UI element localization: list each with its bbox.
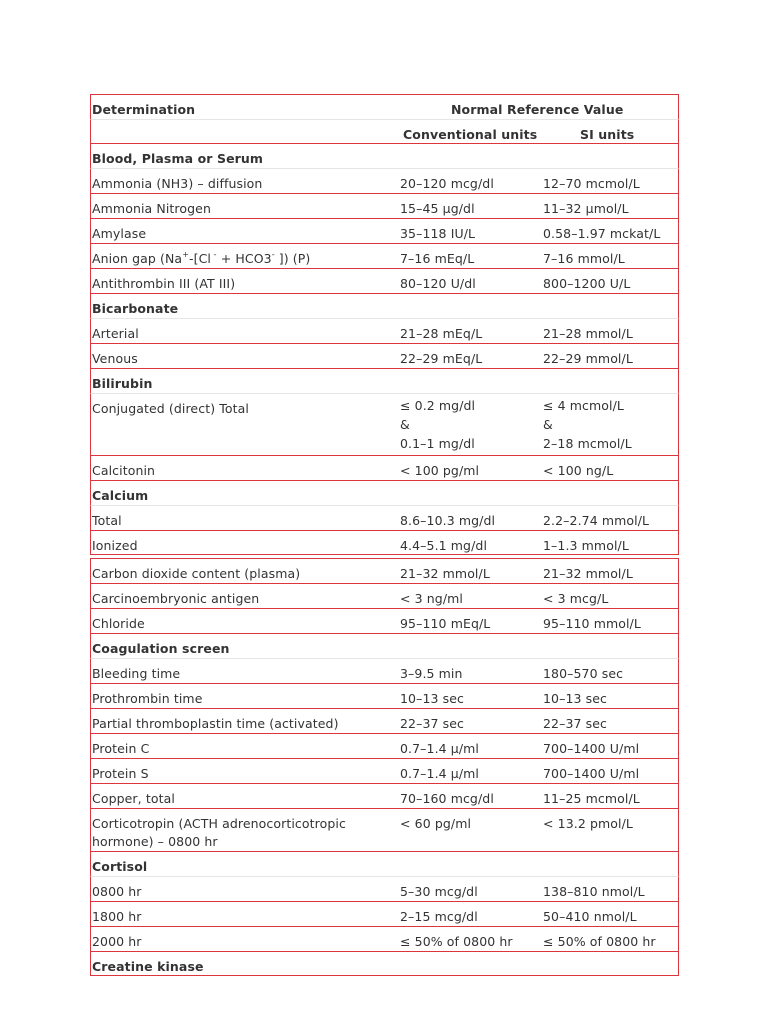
test-name: Amylase xyxy=(92,226,147,241)
section-row-cortisol xyxy=(90,851,679,876)
section-title: Creatine kinase xyxy=(92,959,204,974)
si-value: < 13.2 pmol/L xyxy=(543,816,633,831)
normal-reference-value-header: Normal Reference Value xyxy=(451,102,624,117)
section-row-calcium xyxy=(90,480,679,505)
conventional-value: 35–118 IU/L xyxy=(400,226,476,241)
conventional-value: ≤ 0.2 mg/dl xyxy=(400,398,476,413)
conventional-value: 4.4–5.1 mg/dl xyxy=(400,538,488,553)
si-value: < 3 mcg/L xyxy=(543,591,609,606)
test-name: Arterial xyxy=(92,326,139,341)
conventional-value-ampersand: & xyxy=(400,417,410,432)
table-row xyxy=(90,708,679,733)
test-name-continued: hormone) – 0800 hr xyxy=(92,834,218,849)
conventional-value: 8.6–10.3 mg/dl xyxy=(400,513,496,528)
section-title: Blood, Plasma or Serum xyxy=(92,151,264,166)
section-row-creatine-kinase xyxy=(90,951,679,976)
si-value: ≤ 4 mcmol/L xyxy=(543,398,624,413)
test-name: 1800 hr xyxy=(92,909,142,924)
section-title: Bilirubin xyxy=(92,376,153,391)
si-value: < 100 ng/L xyxy=(543,463,614,478)
table-row xyxy=(90,243,679,268)
table-row xyxy=(90,318,679,343)
table-row xyxy=(90,268,679,293)
table-row xyxy=(90,808,679,851)
si-value: 2–18 mcmol/L xyxy=(543,436,632,451)
si-value: 10–13 sec xyxy=(543,691,608,706)
table-row xyxy=(90,783,679,808)
table-row xyxy=(90,926,679,951)
conventional-value: 21–32 mmol/L xyxy=(400,566,490,581)
conventional-value: 3–9.5 min xyxy=(400,666,463,681)
si-value: 2.2–2.74 mmol/L xyxy=(543,513,650,528)
si-value: 180–570 sec xyxy=(543,666,624,681)
section-row-bilirubin xyxy=(90,368,679,393)
table-row xyxy=(90,658,679,683)
conventional-value: < 100 pg/ml xyxy=(400,463,480,478)
conventional-value: 0.7–1.4 µ/ml xyxy=(400,741,479,756)
table-row xyxy=(90,901,679,926)
conventional-value: < 60 pg/ml xyxy=(400,816,472,831)
conventional-value: 0.1–1 mg/dl xyxy=(400,436,475,451)
si-value: 22–37 sec xyxy=(543,716,608,731)
test-name: 2000 hr xyxy=(92,934,142,949)
determination-header: Determination xyxy=(92,102,196,117)
reference-values-table xyxy=(90,94,679,976)
conventional-value: 0.7–1.4 µ/ml xyxy=(400,766,479,781)
si-value: 700–1400 U/ml xyxy=(543,766,640,781)
table-row xyxy=(90,193,679,218)
test-name: Conjugated (direct) Total xyxy=(92,401,249,416)
test-name: Carcinoembryonic antigen xyxy=(92,591,260,606)
test-name-anion-gap: Anion gap (Na+-[Cl - + HCO3- ]) (P) xyxy=(92,250,311,266)
test-name: 0800 hr xyxy=(92,884,142,899)
conventional-value: < 3 ng/ml xyxy=(400,591,463,606)
conventional-value: 7–16 mEq/L xyxy=(400,251,475,266)
si-units-header: SI units xyxy=(580,127,635,142)
table-row xyxy=(90,393,679,455)
table-row xyxy=(90,558,679,583)
section-row-bicarbonate xyxy=(90,293,679,318)
units-header-row xyxy=(90,119,679,143)
section-row-coagulation xyxy=(90,633,679,658)
si-value: 21–28 mmol/L xyxy=(543,326,633,341)
conventional-value: ≤ 50% of 0800 hr xyxy=(400,934,513,949)
conventional-value: 22–29 mEq/L xyxy=(400,351,483,366)
table-row xyxy=(90,758,679,783)
si-value: 138–810 nmol/L xyxy=(543,884,645,899)
section-title: Cortisol xyxy=(92,859,148,874)
table-row xyxy=(90,218,679,243)
conventional-value: 2–15 mcg/dl xyxy=(400,909,478,924)
test-name: Protein C xyxy=(92,741,150,756)
test-name: Total xyxy=(92,513,122,528)
conventional-value: 80–120 U/dl xyxy=(400,276,476,291)
si-value: 11–32 µmol/L xyxy=(543,201,629,216)
section-title: Bicarbonate xyxy=(92,301,179,316)
test-name: Bleeding time xyxy=(92,666,181,681)
test-name: Protein S xyxy=(92,766,149,781)
table-row xyxy=(90,733,679,758)
conventional-value: 15–45 µg/dl xyxy=(400,201,475,216)
table-row xyxy=(90,343,679,368)
test-name: Antithrombin III (AT III) xyxy=(92,276,236,291)
test-name: Chloride xyxy=(92,616,145,631)
table-row xyxy=(90,505,679,530)
table-header-row xyxy=(90,94,679,119)
conventional-value: 70–160 mcg/dl xyxy=(400,791,494,806)
si-value: 21–32 mmol/L xyxy=(543,566,633,581)
test-name: Venous xyxy=(92,351,138,366)
si-value: 11–25 mcmol/L xyxy=(543,791,640,806)
test-name: Calcitonin xyxy=(92,463,156,478)
si-value: 800–1200 U/L xyxy=(543,276,631,291)
section-title: Calcium xyxy=(92,488,149,503)
table-row xyxy=(90,583,679,608)
table-row xyxy=(90,530,679,555)
conventional-value: 10–13 sec xyxy=(400,691,465,706)
si-value: 0.58–1.97 mckat/L xyxy=(543,226,661,241)
test-name: Ammonia Nitrogen xyxy=(92,201,211,216)
si-value: 7–16 mmol/L xyxy=(543,251,625,266)
table-row xyxy=(90,455,679,480)
conventional-value: 21–28 mEq/L xyxy=(400,326,483,341)
si-value: 22–29 mmol/L xyxy=(543,351,633,366)
si-value-ampersand: & xyxy=(543,417,553,432)
test-name: Ionized xyxy=(92,538,138,553)
table-row xyxy=(90,876,679,901)
conventional-value: 20–120 mcg/dl xyxy=(400,176,494,191)
si-value: 12–70 mcmol/L xyxy=(543,176,640,191)
test-name: Prothrombin time xyxy=(92,691,203,706)
table-row xyxy=(90,683,679,708)
si-value: 50–410 nmol/L xyxy=(543,909,637,924)
conventional-value: 5–30 mcg/dl xyxy=(400,884,478,899)
conventional-value: 22–37 sec xyxy=(400,716,465,731)
conventional-units-header: Conventional units xyxy=(403,127,538,142)
table-row xyxy=(90,608,679,633)
test-name: Copper, total xyxy=(92,791,175,806)
si-value: 95–110 mmol/L xyxy=(543,616,641,631)
si-value: 700–1400 U/ml xyxy=(543,741,640,756)
section-title: Coagulation screen xyxy=(92,641,230,656)
test-name: Partial thromboplastin time (activated) xyxy=(92,716,339,731)
si-value: 1–1.3 mmol/L xyxy=(543,538,629,553)
conventional-value: 95–110 mEq/L xyxy=(400,616,491,631)
table-row xyxy=(90,168,679,193)
test-name: Ammonia (NH3) – diffusion xyxy=(92,176,263,191)
test-name: Carbon dioxide content (plasma) xyxy=(92,566,301,581)
test-name: Corticotropin (ACTH adrenocorticotropic xyxy=(92,816,346,831)
section-row-blood xyxy=(90,143,679,168)
si-value: ≤ 50% of 0800 hr xyxy=(543,934,656,949)
